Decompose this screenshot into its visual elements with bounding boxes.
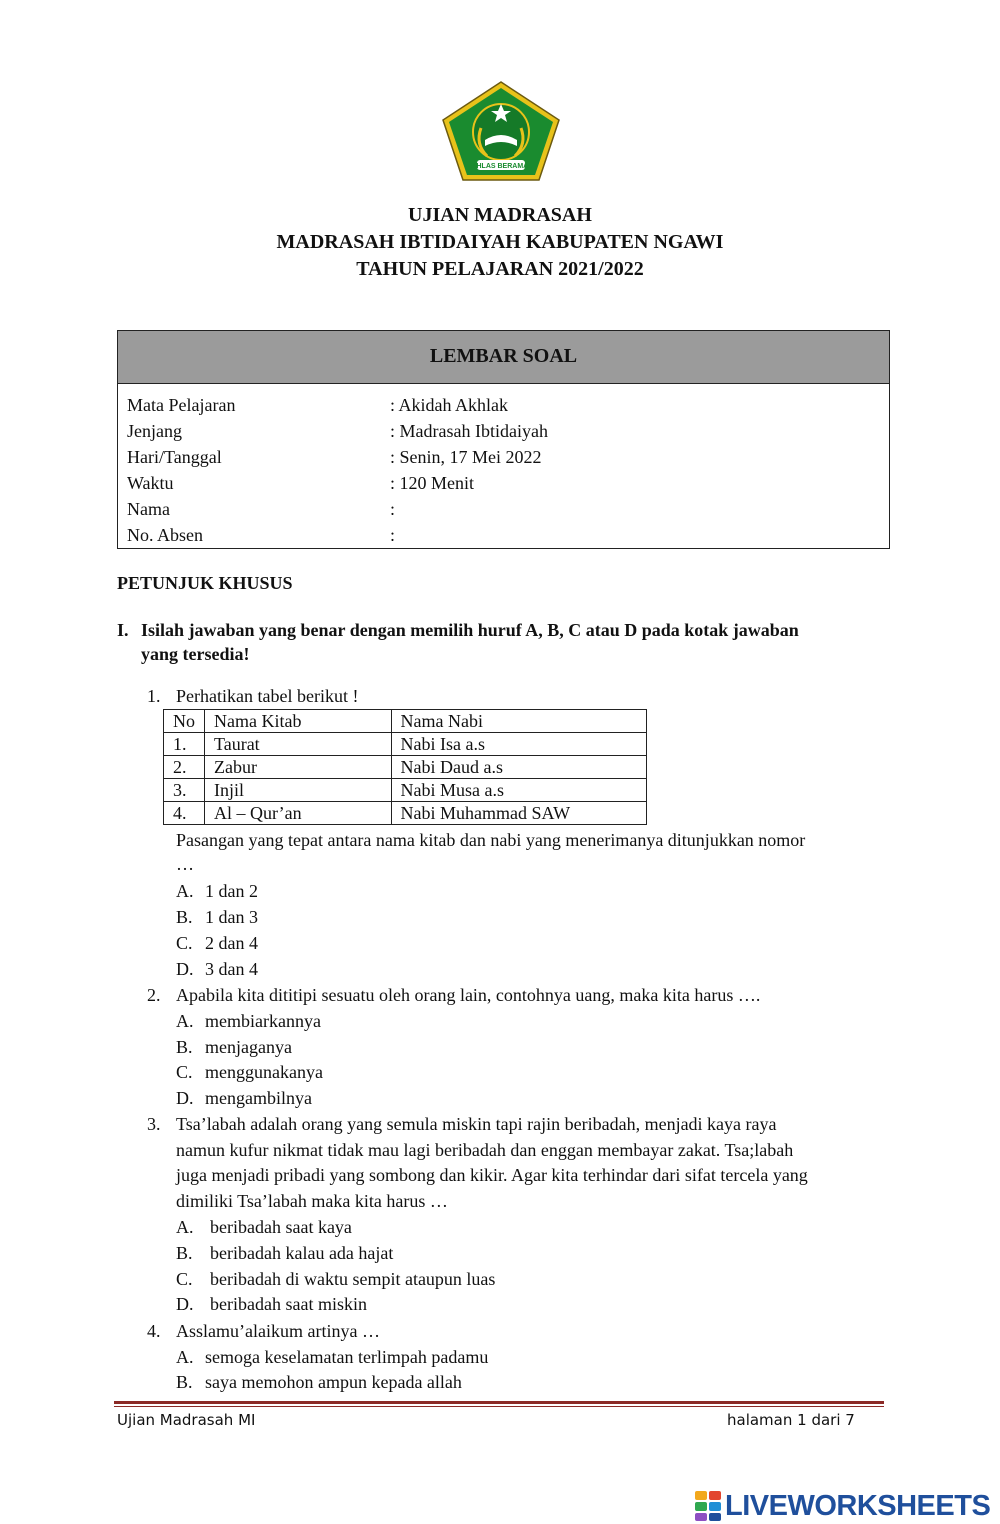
info-value: : 120 Menit bbox=[390, 473, 474, 493]
option-text: menjaganya bbox=[205, 1037, 292, 1057]
question-number: 4. bbox=[147, 1321, 161, 1341]
table-row bbox=[164, 733, 647, 756]
question-number: 3. bbox=[147, 1114, 161, 1134]
table-row bbox=[164, 779, 647, 802]
option-letter: D. bbox=[176, 1088, 194, 1108]
info-value: : Akidah Akhlak bbox=[390, 395, 508, 415]
table-header-cell: Nama Kitab bbox=[204, 710, 391, 733]
question-3-line: namun kufur nikmat tidak mau lagi beribadah dan enggan membayar zakat. Tsa;labah bbox=[176, 1140, 794, 1160]
table-cell: Nabi Muhammad SAW bbox=[391, 802, 646, 825]
info-label: Nama bbox=[127, 499, 170, 519]
school-title: MADRASAH IBTIDAIYAH KABUPATEN NGAWI bbox=[276, 231, 724, 253]
table-cell: 3. bbox=[164, 779, 205, 802]
table-cell: Nabi Musa a.s bbox=[391, 779, 646, 802]
table-cell: Injil bbox=[204, 779, 391, 802]
question-1-prompt: Pasangan yang tepat antara nama kitab dan nabi yang menerimanya ditunjukkan nomor bbox=[176, 830, 806, 850]
info-label: Jenjang bbox=[127, 421, 182, 441]
option-letter: D. bbox=[176, 959, 194, 979]
option-letter: A. bbox=[176, 1217, 194, 1237]
option-letter: C. bbox=[176, 1062, 193, 1082]
footer-left: Ujian Madrasah MI bbox=[117, 1411, 256, 1429]
table-cell: 2. bbox=[164, 756, 205, 779]
table-cell: Taurat bbox=[204, 733, 391, 756]
table-header-cell: Nama Nabi bbox=[391, 710, 646, 733]
question-number: 1. bbox=[147, 686, 161, 706]
option-text: beribadah di waktu sempit ataupun luas bbox=[210, 1269, 496, 1289]
option-letter: D. bbox=[176, 1294, 194, 1314]
table-cell: Zabur bbox=[204, 756, 391, 779]
info-label: No. Absen bbox=[127, 525, 203, 545]
question-4-text: Asslamu’alaikum artinya … bbox=[176, 1321, 380, 1341]
option-text: 1 dan 2 bbox=[205, 881, 258, 901]
question-3-line: Tsa’labah adalah orang yang semula miskin tapi rajin beribadah, menjadi kaya raya bbox=[176, 1114, 777, 1134]
table-cell: 1. bbox=[164, 733, 205, 756]
option-letter: A. bbox=[176, 1347, 194, 1367]
option-text: 1 dan 3 bbox=[205, 907, 258, 927]
option-letter: C. bbox=[176, 933, 193, 953]
info-label: Waktu bbox=[127, 473, 174, 493]
option-text: saya memohon ampun kepada allah bbox=[205, 1372, 462, 1392]
exam-title: UJIAN MADRASAH bbox=[408, 204, 592, 226]
footer-divider-thin bbox=[114, 1406, 884, 1407]
table-header-cell: No bbox=[164, 710, 205, 733]
question-2-text: Apabila kita dititipi sesuatu oleh orang lain, contohnya uang, maka kita harus …. bbox=[176, 985, 761, 1005]
option-text: semoga keselamatan terlimpah padamu bbox=[205, 1347, 489, 1367]
option-letter: B. bbox=[176, 907, 193, 927]
info-value: : Senin, 17 Mei 2022 bbox=[390, 447, 542, 467]
option-text: beribadah kalau ada hajat bbox=[210, 1243, 394, 1263]
section-number: I. bbox=[117, 620, 129, 640]
info-box-title: LEMBAR SOAL bbox=[118, 331, 889, 384]
footer-page-number: halaman 1 dari 7 bbox=[727, 1411, 855, 1429]
question-number: 2. bbox=[147, 985, 161, 1005]
option-letter: B. bbox=[176, 1243, 193, 1263]
year-title: TAHUN PELAJARAN 2021/2022 bbox=[356, 258, 644, 280]
logo-banner: IKHLAS BERAMAL bbox=[469, 163, 533, 170]
info-value: : Madrasah Ibtidaiyah bbox=[390, 421, 548, 441]
liveworksheets-logo-icon bbox=[695, 1491, 721, 1521]
kemenag-logo-icon bbox=[441, 80, 561, 182]
option-text: mengambilnya bbox=[205, 1088, 312, 1108]
option-letter: B. bbox=[176, 1372, 193, 1392]
option-letter: B. bbox=[176, 1037, 193, 1057]
option-letter: C. bbox=[176, 1269, 193, 1289]
instructions-heading: PETUNJUK KHUSUS bbox=[117, 573, 293, 593]
table-row bbox=[164, 802, 647, 825]
kitab-table bbox=[163, 709, 647, 825]
info-label: Mata Pelajaran bbox=[127, 395, 236, 415]
section-instruction-line1: Isilah jawaban yang benar dengan memilih huruf A, B, C atau D pada kotak jawaban bbox=[141, 620, 799, 640]
liveworksheets-brand[interactable] bbox=[695, 1488, 990, 1524]
option-text: menggunakanya bbox=[205, 1062, 323, 1082]
info-value: : bbox=[390, 525, 396, 545]
question-3-line: juga menjadi pribadi yang sombong dan kikir. Agar kita terhindar dari sifat tercela yang bbox=[176, 1165, 808, 1185]
question-1-ellipsis: … bbox=[176, 854, 194, 874]
option-text: beribadah saat miskin bbox=[210, 1294, 367, 1314]
table-row bbox=[164, 756, 647, 779]
option-text: 2 dan 4 bbox=[205, 933, 258, 953]
table-cell: Al – Qur’an bbox=[204, 802, 391, 825]
brand-name: LIVEWORKSHEETS bbox=[725, 1489, 991, 1522]
section-instruction-line2: yang tersedia! bbox=[141, 644, 250, 664]
exam-info-box bbox=[117, 330, 890, 549]
question-3-line: dimiliki Tsa’labah maka kita harus … bbox=[176, 1191, 448, 1211]
table-cell: Nabi Isa a.s bbox=[391, 733, 646, 756]
info-value: : bbox=[390, 499, 396, 519]
footer-divider bbox=[114, 1401, 884, 1404]
option-letter: A. bbox=[176, 881, 194, 901]
option-text: membiarkannya bbox=[205, 1011, 321, 1031]
info-label: Hari/Tanggal bbox=[127, 447, 222, 467]
table-cell: Nabi Daud a.s bbox=[391, 756, 646, 779]
option-text: beribadah saat kaya bbox=[210, 1217, 352, 1237]
table-cell: 4. bbox=[164, 802, 205, 825]
option-text: 3 dan 4 bbox=[205, 959, 258, 979]
table-header-row bbox=[164, 710, 647, 733]
question-1-text: Perhatikan tabel berikut ! bbox=[176, 686, 359, 706]
option-letter: A. bbox=[176, 1011, 194, 1031]
